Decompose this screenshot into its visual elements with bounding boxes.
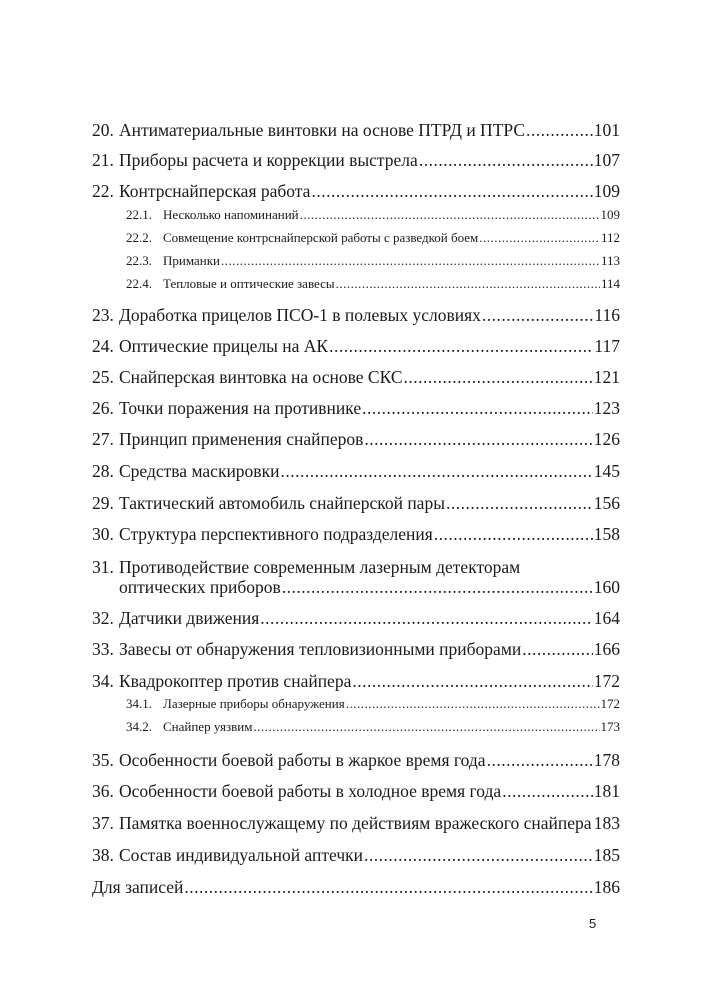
entry-page: 173 — [600, 719, 620, 734]
dot-leader — [502, 781, 593, 801]
entry-number: 21. — [92, 150, 114, 170]
dot-leader — [300, 207, 600, 223]
toc-entry-32[interactable] — [92, 608, 620, 628]
entry-number: 35. — [92, 750, 114, 770]
entry-title: Контрснайперская работа — [119, 181, 311, 201]
entry-title: Датчики движения — [119, 608, 260, 628]
entry-page: 112 — [600, 230, 620, 245]
entry-title: Принцип применения снайперов — [119, 429, 364, 449]
entry-number: 34.2. — [126, 719, 152, 734]
entry-number: 26. — [92, 398, 114, 418]
entry-number: 33. — [92, 639, 114, 659]
entry-page: 185 — [593, 845, 620, 865]
entry-page: 156 — [593, 493, 620, 513]
entry-title: Приманки — [163, 253, 220, 268]
entry-page: 160 — [593, 577, 620, 597]
toc-entry-24[interactable] — [92, 336, 620, 356]
entry-page: 109 — [593, 181, 620, 201]
entry-number: 34.1. — [126, 696, 152, 711]
entry-page: 126 — [593, 429, 620, 449]
entry-title: Оптические прицелы на АК — [119, 336, 329, 356]
dot-leader — [404, 367, 593, 387]
entry-page: 178 — [593, 750, 620, 770]
entry-page: 114 — [600, 276, 620, 291]
entry-page: 158 — [593, 524, 620, 544]
dot-leader — [419, 150, 593, 170]
entry-title: Снайперская винтовка на основе СКС — [119, 367, 403, 387]
entry-page: 107 — [593, 150, 620, 170]
entry-title: Средства маскировки — [119, 461, 280, 481]
dot-leader — [352, 671, 592, 691]
toc-entry-31[interactable] — [92, 557, 620, 597]
entry-title: Антиматериальные винтовки на основе ПТРД и ПТРС — [119, 120, 526, 140]
dot-leader — [311, 181, 592, 201]
entry-title: Лазерные приборы обнаружения — [163, 696, 345, 711]
dot-leader — [346, 696, 600, 712]
page-number: 5 — [589, 916, 597, 931]
toc-entry-22-2[interactable] — [92, 230, 620, 246]
entry-page: 172 — [600, 696, 620, 711]
entry-title: Доработка прицелов ПСО-1 в полевых условиях — [119, 305, 481, 325]
entry-title: Состав индивидуальной аптечки — [119, 845, 363, 865]
entry-number: 37. — [92, 813, 114, 833]
toc-entry-22-1[interactable] — [92, 207, 620, 223]
toc-entry-notes[interactable] — [92, 877, 620, 897]
entry-number: 36. — [92, 781, 114, 801]
entry-title: Точки поражения на противнике — [119, 398, 362, 418]
entry-title: Особенности боевой работы в жаркое время года — [119, 750, 486, 770]
toc-entry-23[interactable] — [92, 305, 620, 325]
toc-entry-26[interactable] — [92, 398, 620, 418]
dot-leader — [253, 719, 599, 735]
entry-page: 121 — [593, 367, 620, 387]
entry-number: 20. — [92, 120, 114, 140]
entry-number: 29. — [92, 493, 114, 513]
entry-title: Структура перспективного подразделения — [119, 524, 433, 544]
entry-title: Совмещение контрснайперской работы с разведкой боем — [163, 230, 479, 245]
entry-number: 38. — [92, 845, 114, 865]
dot-leader — [364, 845, 593, 865]
entry-page: 101 — [593, 120, 620, 140]
dot-leader — [282, 577, 593, 597]
entry-page: 109 — [600, 207, 620, 222]
entry-page: 116 — [594, 305, 620, 325]
dot-leader — [362, 398, 593, 418]
toc-entry-28[interactable] — [92, 461, 620, 481]
dot-leader — [479, 230, 600, 246]
toc-entry-27[interactable] — [92, 429, 620, 449]
entry-title: Снайпер уязвим — [163, 719, 253, 734]
toc-entry-34-1[interactable] — [92, 696, 620, 712]
toc-entry-20[interactable] — [92, 120, 620, 140]
toc-entry-33[interactable] — [92, 639, 620, 659]
entry-title: Особенности боевой работы в холодное время года — [119, 781, 502, 801]
entry-number: 27. — [92, 429, 114, 449]
entry-title: Тактический автомобиль снайперской пары — [119, 493, 445, 513]
dot-leader — [446, 493, 593, 513]
entry-page: 145 — [593, 461, 620, 481]
dot-leader — [482, 305, 594, 325]
entry-title: Завесы от обнаружения тепловизионными приборами — [119, 639, 522, 659]
entry-number: 23. — [92, 305, 114, 325]
toc-entry-22[interactable] — [92, 181, 620, 201]
dot-leader — [221, 253, 600, 269]
toc-entry-30[interactable] — [92, 524, 620, 544]
entry-page: 181 — [593, 781, 620, 801]
entry-number: 34. — [92, 671, 114, 691]
dot-leader — [364, 429, 592, 449]
dot-leader — [487, 750, 593, 770]
entry-page: 186 — [593, 877, 620, 897]
entry-title: Для записей — [92, 877, 184, 897]
entry-page: 183 — [593, 813, 620, 833]
toc-entry-35[interactable] — [92, 750, 620, 770]
entry-title: Квадрокоптер против снайпера — [119, 671, 352, 691]
toc-entry-29[interactable] — [92, 493, 620, 513]
entry-title: Несколько напоминаний — [163, 207, 299, 222]
entry-number: 22.1. — [126, 207, 152, 222]
dot-leader — [522, 639, 592, 659]
dot-leader — [184, 877, 592, 897]
entry-page: 117 — [594, 336, 620, 356]
toc-entry-37[interactable] — [92, 813, 620, 833]
toc-entry-34-2[interactable] — [92, 719, 620, 735]
entry-number: 24. — [92, 336, 114, 356]
dot-leader — [329, 336, 593, 356]
entry-title: Памятка военнослужащему по действиям вражеского снайпера — [119, 813, 592, 833]
entry-page: 172 — [593, 671, 620, 691]
entry-number: 22. — [92, 181, 114, 201]
entry-number: 22.3. — [126, 253, 152, 268]
entry-title-line2: оптических приборов — [119, 577, 281, 597]
entry-number: 22.2. — [126, 230, 152, 245]
entry-title: Приборы расчета и коррекции выстрела — [119, 150, 418, 170]
entry-title: Тепловые и оптические завесы — [163, 276, 335, 291]
entry-number: 25. — [92, 367, 114, 387]
toc-entry-22-3[interactable] — [92, 253, 620, 269]
dot-leader — [434, 524, 593, 544]
dot-leader — [336, 276, 600, 292]
entry-page: 166 — [593, 639, 620, 659]
dot-leader — [260, 608, 593, 628]
toc-entry-21[interactable] — [92, 150, 620, 170]
entry-page: 113 — [600, 253, 620, 268]
entry-number: 31. — [92, 557, 114, 577]
dot-leader — [280, 461, 592, 481]
entry-number: 22.4. — [126, 276, 152, 291]
entry-page: 123 — [593, 398, 620, 418]
toc-entry-36[interactable] — [92, 781, 620, 801]
entry-number: 30. — [92, 524, 114, 544]
entry-title-line1: Противодействие современным лазерным детекторам — [119, 557, 521, 577]
toc-entry-25[interactable] — [92, 367, 620, 387]
entry-page: 164 — [593, 608, 620, 628]
entry-number: 32. — [92, 608, 114, 628]
toc-entry-38[interactable] — [92, 845, 620, 865]
entry-number: 28. — [92, 461, 114, 481]
toc-entry-34[interactable] — [92, 671, 620, 691]
dot-leader — [526, 120, 593, 140]
toc-entry-22-4[interactable] — [92, 276, 620, 292]
